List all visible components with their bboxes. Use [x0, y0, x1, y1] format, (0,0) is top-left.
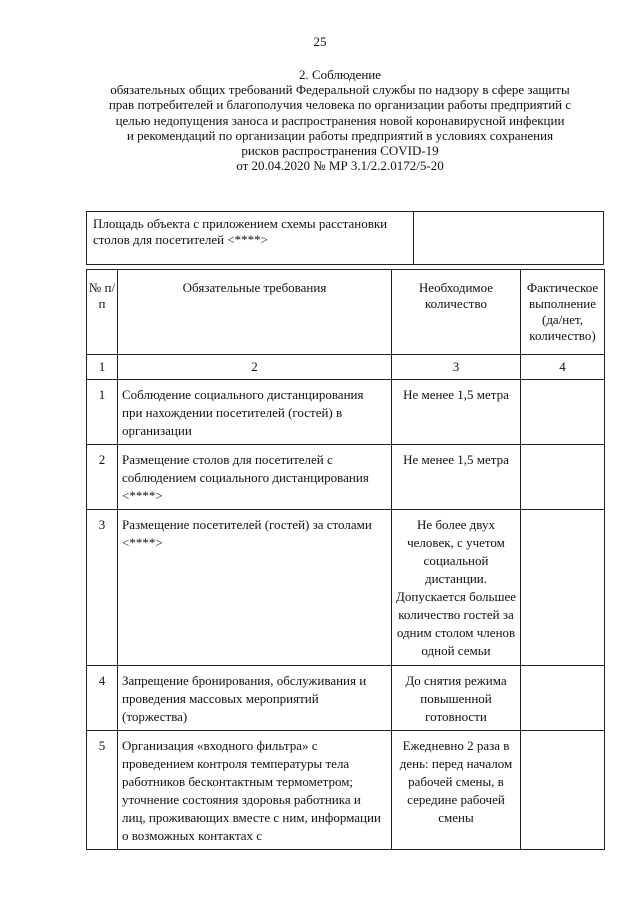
- row-actual: [521, 731, 605, 850]
- heading-line: и рекомендаций по организации работы предприятий в условиях сохранения: [126, 127, 554, 143]
- table-row: [87, 666, 605, 731]
- row-requirement: Размещение столов для посетителей с соблюдением социального дистанцирования <****>: [118, 445, 392, 510]
- row-actual: [521, 666, 605, 731]
- row-actual: [521, 510, 605, 666]
- heading-line: прав потребителей и благополучия человека по организации работы предприятий с: [108, 97, 572, 113]
- row-num: 2: [87, 445, 118, 510]
- row-quantity: Ежедневно 2 раза в день: перед началом рабочей смены, в середине рабочей смены: [392, 731, 521, 850]
- page-number: 25: [313, 34, 327, 49]
- header-num: № п/п: [87, 270, 118, 355]
- header-requirement: Обязательные требования: [118, 270, 392, 355]
- heading-line: обязательных общих требований Федеральной службы по надзору в сфере защиты: [110, 82, 570, 98]
- row-requirement: Соблюдение социального дистанцирования при нахождении посетителей (гостей) в организации: [118, 380, 392, 445]
- row-num: 4: [87, 666, 118, 731]
- row-actual: [521, 380, 605, 445]
- area-row: [87, 212, 604, 265]
- column-number: 3: [392, 355, 521, 380]
- header-actual: Фактическое выполнение (да/нет, количество): [521, 270, 605, 355]
- row-num: 3: [87, 510, 118, 666]
- table-row: [87, 731, 605, 850]
- column-number: 2: [118, 355, 392, 380]
- row-num: 1: [87, 380, 118, 445]
- row-quantity: Не менее 1,5 метра: [392, 445, 521, 510]
- row-num: 5: [87, 731, 118, 850]
- heading-line: от 20.04.2020 № МР 3.1/2.2.0172/5-20: [236, 158, 444, 174]
- table-row: [87, 380, 605, 445]
- heading-line: рисков распространения COVID-19: [241, 143, 439, 159]
- document-heading: [70, 67, 610, 173]
- header-row: [87, 270, 605, 355]
- row-quantity: До снятия режима повышенной готовности: [392, 666, 521, 731]
- row-requirement: Запрещение бронирования, обслуживания и проведения массовых мероприятий (торжества): [118, 666, 392, 731]
- row-requirement: Размещение посетителей (гостей) за столами <****>: [118, 510, 392, 666]
- table-row: [87, 445, 605, 510]
- area-table: [86, 211, 604, 265]
- area-label: Площадь объекта с приложением схемы расстановки столов для посетителей <****>: [87, 212, 414, 265]
- requirements-table: [86, 269, 605, 850]
- row-quantity: Не менее 1,5 метра: [392, 380, 521, 445]
- column-number: 1: [87, 355, 118, 380]
- row-requirement: Организация «входного фильтра» с проведением контроля температуры тела работников бесконтактным термометром; уточнение состояния здоровья работника и лиц, проживающих вместе с ним, информации о возможных контактах с: [118, 731, 392, 850]
- column-number-row: [87, 355, 605, 380]
- heading-line: 2. Соблюдение: [298, 67, 382, 82]
- row-actual: [521, 445, 605, 510]
- table-row: [87, 510, 605, 666]
- row-quantity: Не более двух человек, с учетом социальной дистанции. Допускается большее количество гостей за одним столом членов одной семьи: [392, 510, 521, 666]
- header-quantity: Необходимое количество: [392, 270, 521, 355]
- heading-line: целью недопущения заноса и распространения новой коронавирусной инфекции: [115, 112, 565, 128]
- column-number: 4: [521, 355, 605, 380]
- area-value-cell: [414, 212, 604, 265]
